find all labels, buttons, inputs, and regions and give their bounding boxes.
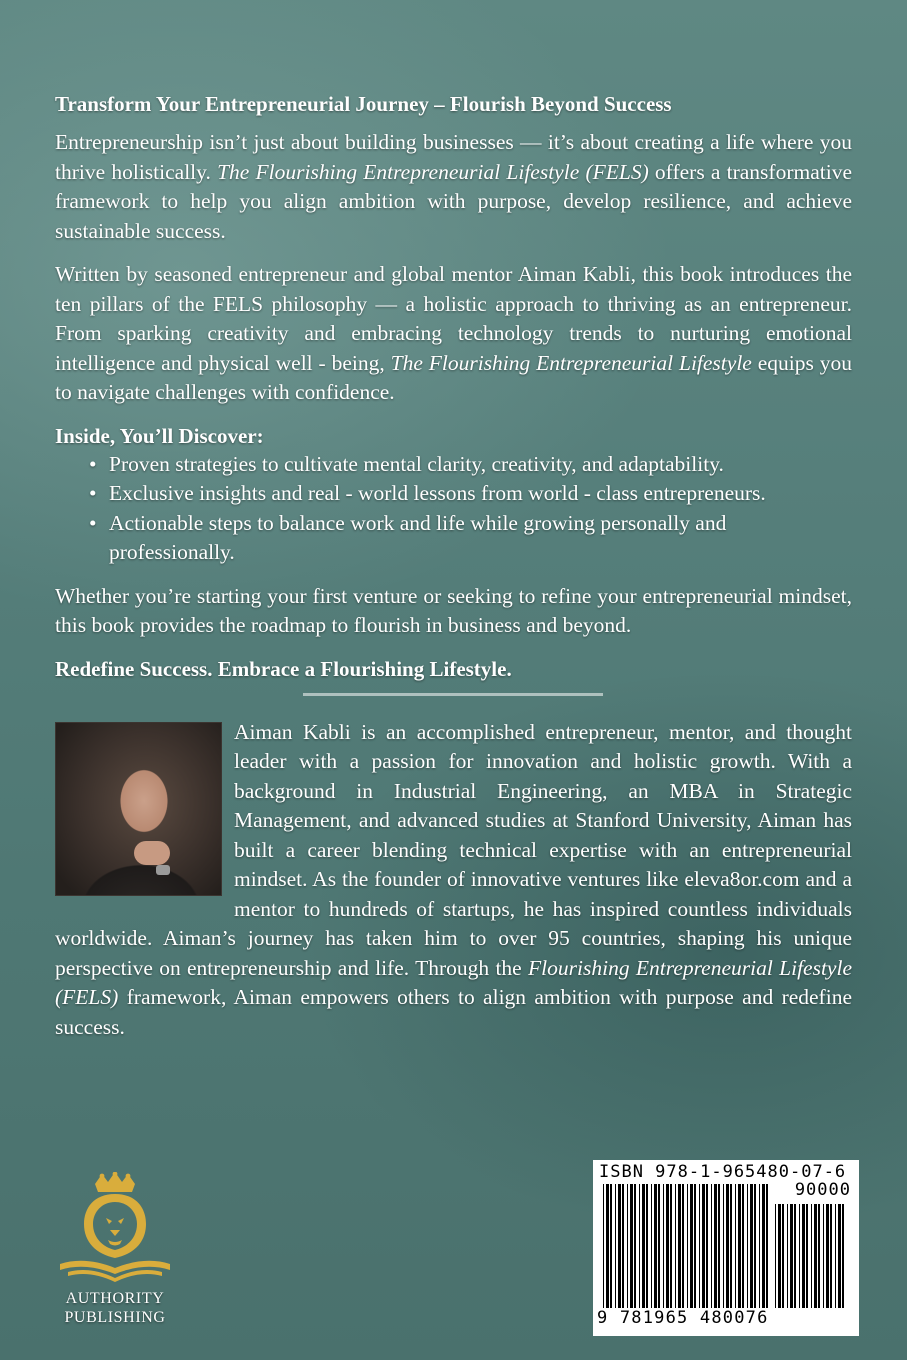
headline: Transform Your Entrepreneurial Journey – Flourish Beyond Success	[55, 92, 672, 116]
ean-barcode-bars	[603, 1184, 769, 1308]
closing-paragraph: Whether you’re starting your first venture or seeking to refine your entrepreneurial mindset, this book provides the roadmap to flourish in business and beyond.	[55, 583, 852, 637]
bullet-icon: •	[89, 481, 97, 505]
author-photo	[55, 722, 222, 896]
bullet-icon: •	[89, 510, 97, 535]
author-hand-shape	[134, 841, 170, 865]
list-item	[55, 479, 852, 509]
about-text-2: equips you to navigate challenges with confidence.	[55, 350, 852, 404]
bio-text-1: Aiman Kabli is an accomplished entrepreneur, mentor, and thought leader with a passion for innovation and holistic growth. With a background in Industrial Engineering, an MBA in Strategic Management, and advanced studies at Stanford University, Aiman has built a career blending technical expertise with an entrepreneurial mindset. As the founder of innovative ventures like eleva8or.com and a mentor to hundreds of startups, he has inspired countless individuals worldwide. Aiman’s journey has taken him to over 95 countries, shaping his unique perspective on entrepreneurship and life. Through the	[55, 719, 852, 980]
bio-text-2: framework, Aiman empowers others to align ambition with purpose and redefine success.	[55, 985, 852, 1039]
about-book-title: The Flourishing Entrepreneurial Lifestyle	[390, 350, 752, 375]
discover-item-text: Actionable steps to balance work and life while growing personally and professionally.	[109, 510, 727, 564]
intro-paragraph	[55, 128, 852, 246]
isbn-text: ISBN 978-1-965480-07-6	[599, 1162, 847, 1182]
intro-book-title: The Flourishing Entrepreneurial Lifestyle (FELS)	[217, 159, 649, 184]
intro-text-2: offers a transformative framework to help you align ambition with purpose, develop resilience, and achieve sustainable success.	[55, 159, 852, 243]
list-item	[55, 450, 852, 480]
discover-item-text: Proven strategies to cultivate mental clarity, creativity, and adaptability.	[109, 451, 724, 476]
bio-book-title: Flourishing Entrepreneurial Lifestyle (FELS)	[55, 955, 852, 1009]
divider-line	[303, 693, 603, 696]
discover-title: Inside, You’ll Discover:	[55, 423, 264, 448]
about-book-paragraph	[55, 260, 852, 408]
back-cover-text	[55, 90, 852, 1042]
tagline: Redefine Success. Embrace a Flourishing Lifestyle.	[55, 656, 512, 681]
isbn-barcode	[593, 1160, 859, 1336]
author-bio	[55, 718, 852, 1043]
about-text-1: Written by seasoned entrepreneur and global mentor Aiman Kabli, this book introduces the ten pillars of the FELS philosophy — a holistic approach to thriving as an entrepreneur. From sparking creativity and embracing technology trends to nurturing emotional intelligence and physical well - being,	[55, 262, 852, 375]
watch-shape	[156, 865, 170, 875]
intro-text-1: Entrepreneurship isn’t just about building businesses — it’s about creating a life where you thrive holistically.	[55, 130, 852, 184]
lion-crest-icon	[50, 1172, 180, 1284]
discover-item-text: Exclusive insights and real - world lessons from world - class entrepreneurs.	[109, 481, 766, 505]
publisher-name-line2: PUBLISHING	[64, 1309, 166, 1326]
discover-list	[55, 450, 852, 568]
publisher-name-line1: AUTHORITY	[65, 1290, 165, 1307]
addon-barcode-bars	[775, 1204, 849, 1308]
price-code: 90000	[794, 1180, 851, 1200]
list-item	[55, 509, 852, 568]
bullet-icon: •	[89, 451, 97, 476]
ean-digits: 9 781965 480076	[597, 1308, 769, 1328]
publisher-logo	[50, 1172, 180, 1327]
